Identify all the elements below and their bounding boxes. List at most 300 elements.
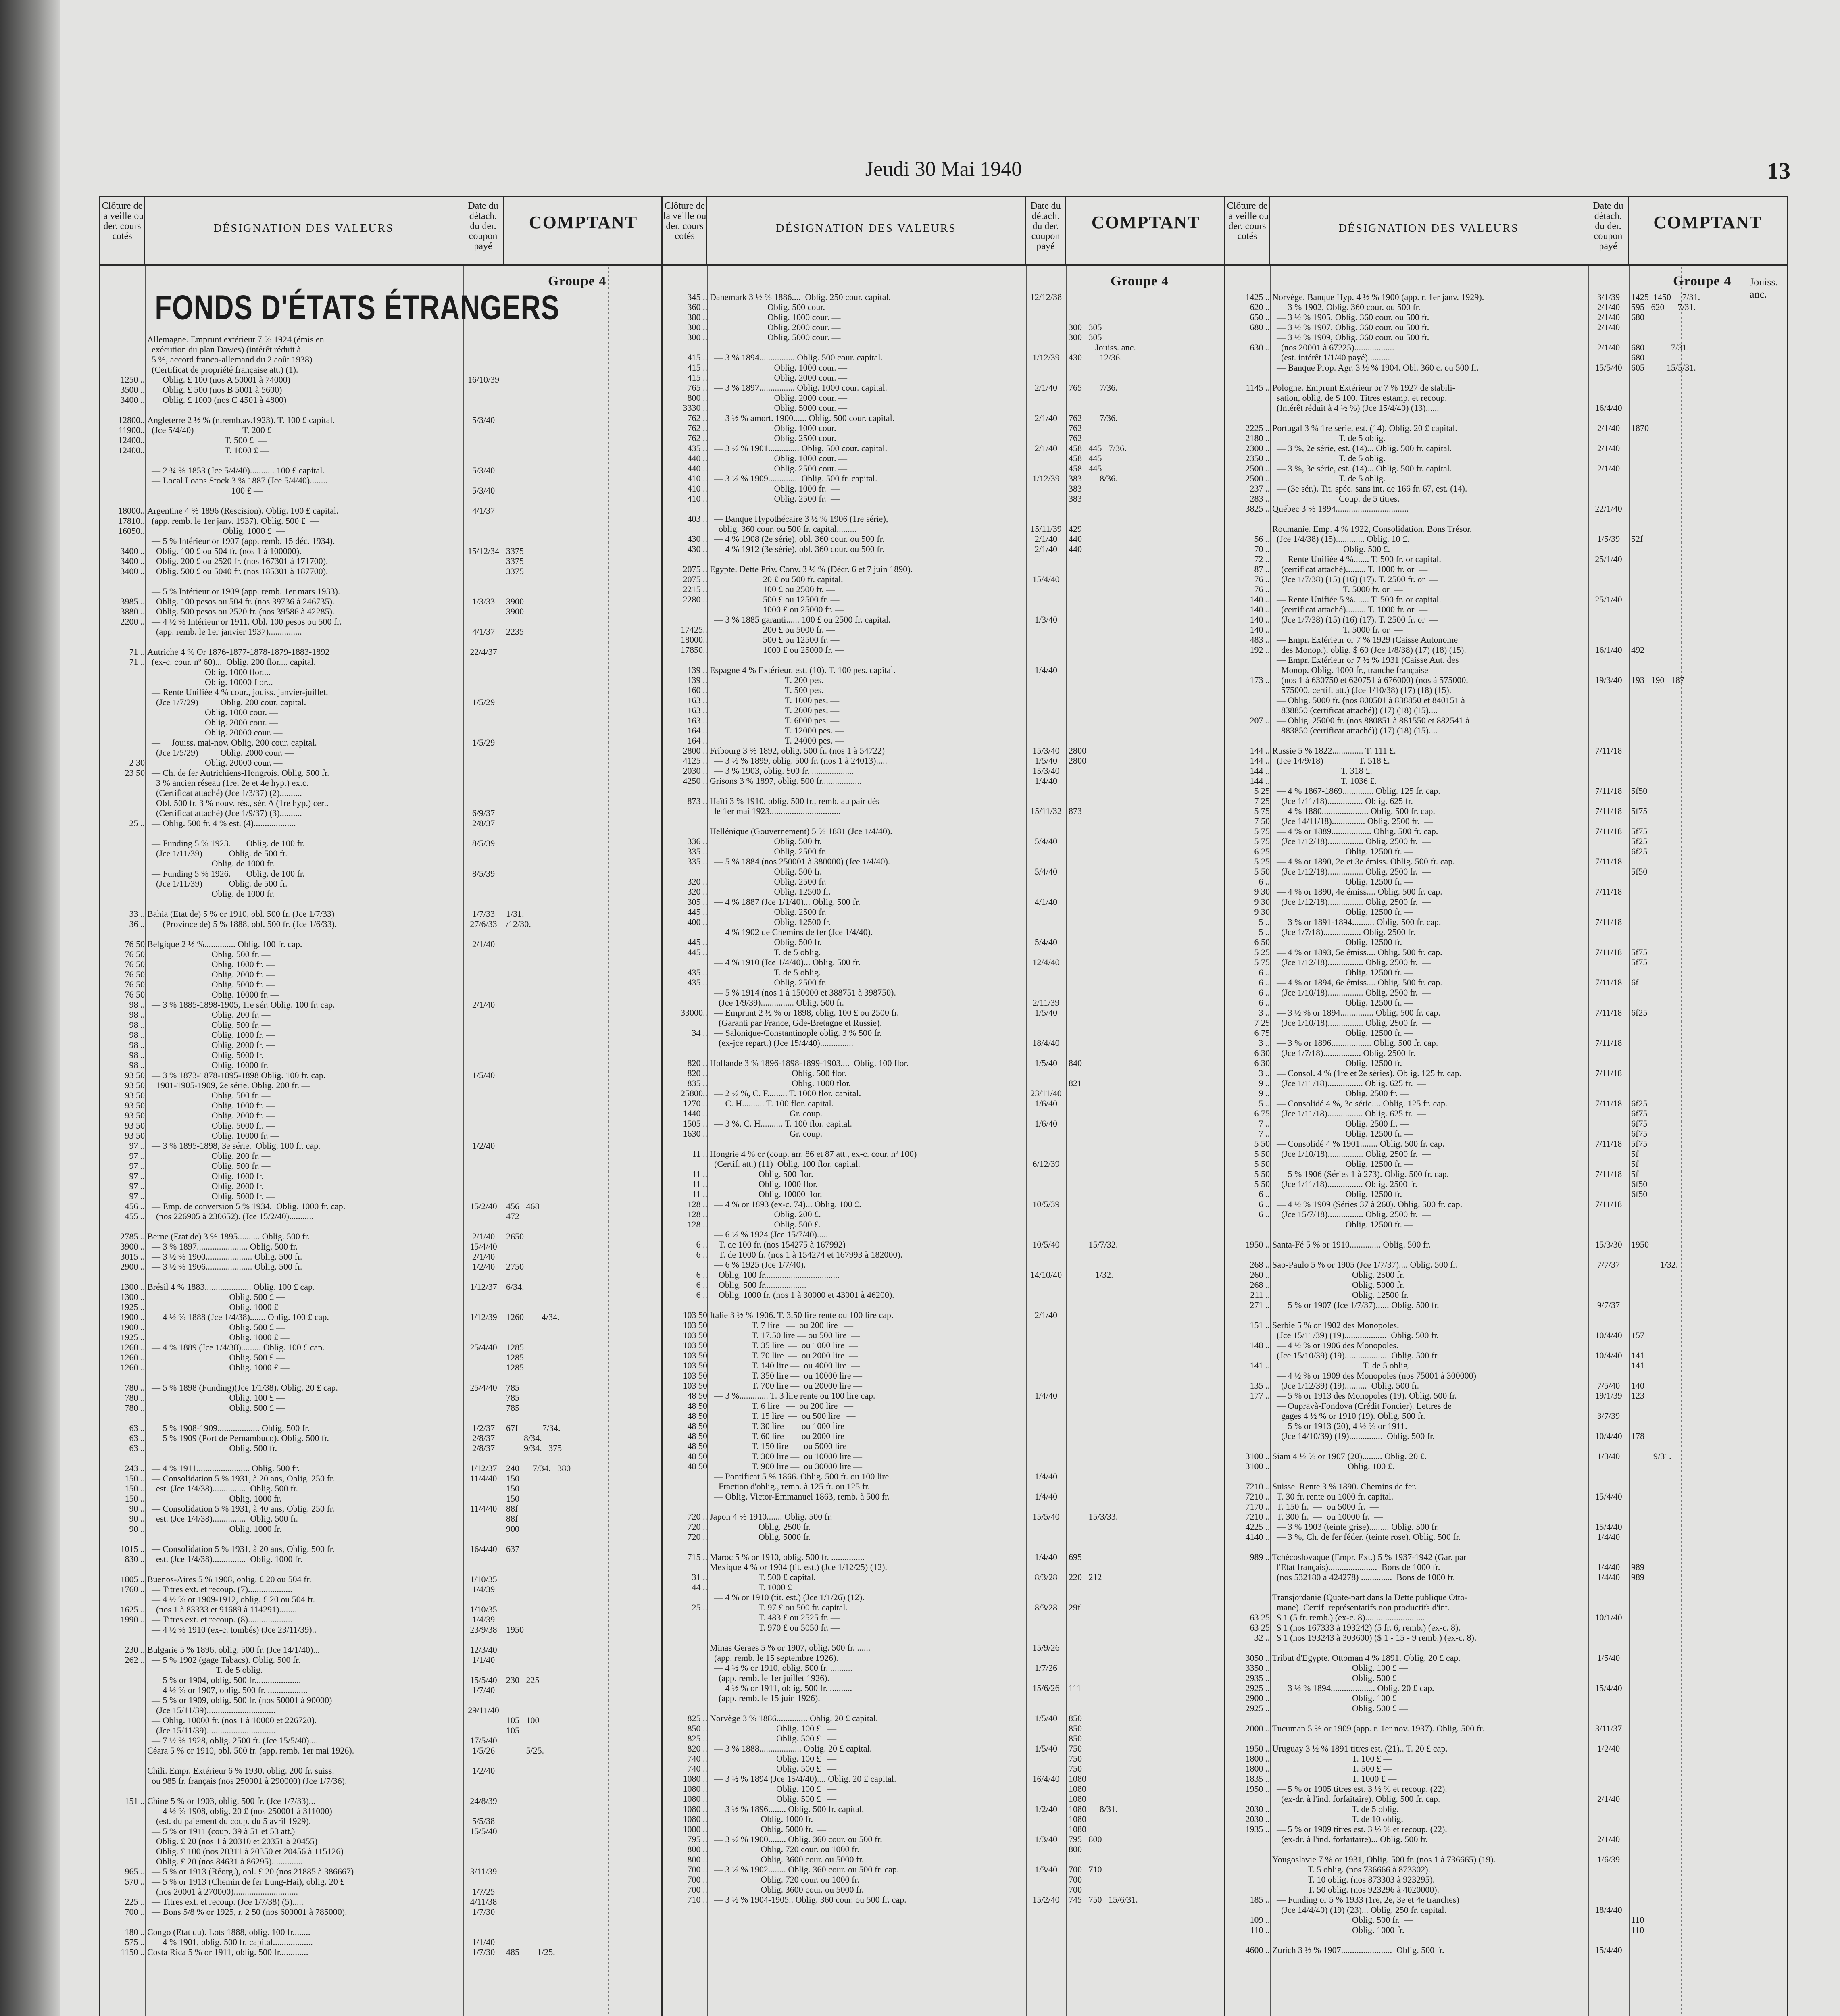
table-cell xyxy=(1631,1602,1786,1612)
table-cell xyxy=(463,848,504,858)
table-cell: (Jce 1/5/29) Oblig. 2000 cour. — xyxy=(147,748,294,758)
table-cell xyxy=(663,1693,707,1703)
table-cell xyxy=(1588,907,1629,917)
table-cell: — 4 % 1908 (2e série), obl. 360 cour. ou 500 fr. xyxy=(710,534,885,544)
table-cell xyxy=(463,1856,504,1866)
table-cell xyxy=(1026,1250,1066,1260)
table-cell xyxy=(506,1010,662,1020)
table-cell xyxy=(506,1856,662,1866)
table-cell: 445 .. xyxy=(687,947,707,957)
table-cell: 148 .. xyxy=(1250,1340,1270,1350)
table-cell: Uruguay 3 ½ % 1891 titres est. (21).. T. 20 £ cap. xyxy=(1272,1743,1448,1754)
table-cell: — 5 % or 1913 (Chemin de fer Lung-Hai), oblig. 20 £ xyxy=(147,1876,345,1887)
table-cell xyxy=(1026,1794,1066,1804)
table-cell xyxy=(1631,937,1786,947)
table-cell: 762 .. xyxy=(687,433,707,443)
table-cell: Oblig. 100 £. xyxy=(1272,1461,1395,1471)
table-cell xyxy=(100,1826,145,1836)
table-cell xyxy=(1588,1018,1629,1028)
table-cell: 6f75 xyxy=(1631,1129,1648,1139)
table-cell: Oblig. 2500 fr. — xyxy=(1272,1118,1409,1129)
table-cell xyxy=(1631,413,1786,423)
table-cell xyxy=(1069,1068,1225,1078)
table-cell xyxy=(506,1120,662,1131)
table-cell: Oblig. 200 £. xyxy=(710,1209,821,1219)
table-cell xyxy=(1026,1129,1066,1139)
table-cell xyxy=(1026,1592,1066,1602)
table-cell xyxy=(506,969,662,979)
table-cell: 6 25 xyxy=(1254,846,1270,856)
table-cell: 7210 .. xyxy=(1245,1491,1270,1502)
table-cell xyxy=(1588,1592,1629,1602)
table-cell: 989 .. xyxy=(1250,1552,1270,1562)
table-cell xyxy=(506,1876,662,1887)
table-cell xyxy=(663,1139,707,1149)
table-cell: 5 .. xyxy=(1259,927,1270,937)
table-cell: Siam 4 ½ % or 1907 (20)......... Oblig. 20 £. xyxy=(1272,1451,1427,1461)
table-cell xyxy=(463,748,504,758)
table-cell: 15/4/40 xyxy=(470,1241,497,1252)
table-cell: 680 .. xyxy=(1250,322,1270,332)
table-cell: 5 .. xyxy=(1259,917,1270,927)
table-cell: 835 .. xyxy=(687,1078,707,1088)
table-cell xyxy=(1588,1229,1629,1239)
table-cell: Chine 5 % or 1903, oblig. 500 fr. (Jce 1/7/33)... xyxy=(147,1796,316,1806)
table-cell xyxy=(663,1048,707,1058)
table-cell xyxy=(463,586,504,596)
table-cell xyxy=(100,1675,145,1685)
table-cell: 820 .. xyxy=(687,1743,707,1754)
table-cell xyxy=(663,826,707,836)
table-cell: Egypte. Dette Priv. Conv. 3 ½ % (Décr. 6 et 7 juin 1890). xyxy=(710,564,913,574)
table-cell xyxy=(710,342,1025,352)
table-cell xyxy=(663,1229,707,1239)
table-cell xyxy=(1026,453,1066,463)
table-cell: 2/1/40 xyxy=(1597,423,1620,433)
table-cell: 24/8/39 xyxy=(470,1796,497,1806)
table-cell xyxy=(1631,564,1786,574)
table-cell: 48 50 xyxy=(687,1441,707,1451)
table-cell xyxy=(463,1352,504,1362)
table-cell xyxy=(1588,685,1629,695)
table-cell: 25800.. xyxy=(681,1088,707,1098)
table-cell xyxy=(1026,1502,1066,1512)
table-section-2 xyxy=(663,197,1225,2016)
table-cell: (app. remb. le 1er janvier 1937)............... xyxy=(147,627,302,637)
table-cell: 7 .. xyxy=(1259,1129,1270,1139)
table-cell: 800 xyxy=(1069,1844,1082,1854)
table-cell: 67f 7/34. xyxy=(506,1423,561,1433)
table-cell: — 4 % or 1893, 5e émiss.... Oblig. 500 fr. cap. xyxy=(1272,947,1442,957)
rows-cpt xyxy=(1069,292,1225,1905)
table-cell xyxy=(1069,604,1225,614)
table-cell: — 5 % or 1913 (Réorg.), obl. £ 20 (nos 21885 à 386667) xyxy=(147,1866,354,1876)
table-cell: — 3 ½ % 1896........ Oblig. 500 fr. capital. xyxy=(710,1804,864,1814)
table-cell xyxy=(506,1584,662,1594)
table-cell: (Jce 15/11/39) (19)................... Oblig. 500 fr. xyxy=(1272,1330,1439,1340)
table-cell: Italie 3 ½ % 1906. T. 3,50 lire rente ou 100 lire cap. xyxy=(710,1310,894,1320)
table-cell: 44 .. xyxy=(692,1582,707,1592)
table-cell xyxy=(1026,504,1066,514)
table-cell: 15/5/40 xyxy=(1595,362,1622,373)
table-cell: 110 xyxy=(1631,1915,1644,1925)
table-cell: 15/5/40 xyxy=(470,1826,497,1836)
table-cell: (Garanti par France, Gde-Bretagne et Russie). xyxy=(710,1018,882,1028)
table-cell xyxy=(1026,1018,1066,1028)
table-cell xyxy=(1026,594,1066,604)
table-cell xyxy=(506,1372,662,1383)
table-cell: — Banque Hypothécaire 3 ½ % 1906 (1re série), xyxy=(710,514,888,524)
table-cell: 900 xyxy=(506,1524,519,1534)
table-cell: 3500 .. xyxy=(120,385,145,395)
table-cell xyxy=(463,1302,504,1312)
table-cell xyxy=(663,554,707,564)
table-cell: Oblig. 12500 fr. — xyxy=(1272,907,1413,917)
table-cell xyxy=(463,717,504,727)
table-cell xyxy=(463,1161,504,1171)
table-cell: 2/1/40 xyxy=(1034,413,1058,423)
table-cell: 16/10/39 xyxy=(467,375,500,385)
table-cell xyxy=(147,405,463,415)
table-cell xyxy=(506,334,662,344)
table-cell: 762 xyxy=(1069,433,1082,443)
table-cell: 2500 .. xyxy=(1245,463,1270,473)
table-cell xyxy=(1588,373,1629,383)
column-header-designation: DÉSIGNATION DES VALEURS xyxy=(707,197,1026,264)
jouiss-label: Jouiss. anc. xyxy=(1750,276,1778,300)
table-cell: 2200 .. xyxy=(120,616,145,627)
table-cell xyxy=(1069,1854,1225,1864)
table-cell: 1900 .. xyxy=(120,1312,145,1322)
table-cell: 5f25 xyxy=(1631,836,1648,846)
table-cell xyxy=(1631,1824,1786,1834)
table-cell xyxy=(1588,514,1629,524)
table-cell: (Jce 1/7/18)................. Oblig. 2500 fr. — xyxy=(1272,1048,1429,1058)
table-cell: 336 .. xyxy=(687,836,707,846)
table-cell xyxy=(1588,1874,1629,1885)
table-cell: T. 1000 £ — xyxy=(147,445,269,455)
table-cell: — Consolidé 4 % 1901........ Oblig. 500 fr. cap. xyxy=(1272,1139,1445,1149)
table-cell: 440 .. xyxy=(687,453,707,463)
table-cell xyxy=(1069,514,1225,524)
table-cell: 5/4/40 xyxy=(1034,836,1058,846)
table-cell xyxy=(663,1542,707,1552)
table-cell xyxy=(1069,1391,1225,1401)
table-cell: 5 50 xyxy=(1254,1159,1270,1169)
table-cell: T. 97 £ ou 500 fr. capital. xyxy=(710,1602,848,1612)
table-cell: 403 .. xyxy=(687,514,707,524)
table-cell: 500 £ ou 12500 fr. — xyxy=(710,594,840,604)
table-cell: T. 500 pes. — xyxy=(710,685,837,695)
table-cell: — 5 % 1902 (gage Tabacs). Oblig. 500 fr. xyxy=(147,1655,300,1665)
table-cell: 144 .. xyxy=(1250,756,1270,766)
table-cell xyxy=(1069,393,1225,403)
table-cell: 989 xyxy=(1631,1572,1644,1582)
table-cell xyxy=(1588,776,1629,786)
table-cell: 10/4/40 xyxy=(1595,1330,1622,1340)
table-cell: (Jce 15/10/39) (19)................... Oblig. 500 fr. xyxy=(1272,1350,1439,1360)
table-cell xyxy=(1588,1028,1629,1038)
table-cell xyxy=(147,1272,463,1282)
table-cell xyxy=(100,1917,145,1927)
table-cell: — 3 ½ % 1909, Oblig. 360 cour. ou 500 fr. xyxy=(1272,332,1429,342)
table-cell xyxy=(1026,695,1066,705)
table-cell xyxy=(1069,846,1225,856)
table-cell xyxy=(1225,1219,1270,1229)
table-cell xyxy=(463,1080,504,1090)
table-cell xyxy=(1631,1250,1786,1260)
table-cell xyxy=(1588,725,1629,735)
table-cell xyxy=(1631,1794,1786,1804)
table-cell: 1300 .. xyxy=(120,1282,145,1292)
table-cell xyxy=(663,524,707,534)
table-cell xyxy=(1631,665,1786,675)
table-cell xyxy=(463,989,504,1000)
table-cell xyxy=(506,737,662,748)
column-header-cloture: Clôture de la veille ou der. cours cotés xyxy=(663,197,707,264)
table-cell xyxy=(1069,1471,1225,1481)
table-cell xyxy=(147,1786,463,1796)
table-cell: 12800.. xyxy=(118,415,145,425)
table-cell: 63 .. xyxy=(129,1443,145,1453)
table-cell: 11 .. xyxy=(692,1149,707,1159)
table-cell: (Intérêt réduit à 4 ½ %) (Jce 15/4/40) (13)...... xyxy=(1272,403,1439,413)
table-cell: 268 .. xyxy=(1250,1280,1270,1290)
table-cell xyxy=(1588,1270,1629,1280)
table-cell: — 4 % 1880..................... Oblig. 500 fr. cap. xyxy=(1272,806,1435,816)
table-cell: 458 445 7/36. xyxy=(1069,443,1127,453)
table-cell: 3100 .. xyxy=(1245,1451,1270,1461)
table-cell: 2650 xyxy=(506,1231,524,1241)
table-cell: 11 .. xyxy=(692,1169,707,1179)
table-cell: 268 .. xyxy=(1250,1260,1270,1270)
table-cell: — 4 % 1901, oblig. 500 fr. capital.................. xyxy=(147,1937,313,1947)
table-cell xyxy=(100,334,145,344)
table-cell xyxy=(1272,1844,1588,1854)
table-cell: 237 .. xyxy=(1250,483,1270,494)
table-cell: 7/11/18 xyxy=(1595,826,1622,836)
table-cell: — (Province de) 5 % 1888, obl. 500 fr. (Jce 1/6/33). xyxy=(147,919,337,929)
table-cell xyxy=(506,868,662,879)
table-cell: 15/3/33. xyxy=(1069,1512,1118,1522)
table-cell: T. 700 lire — ou 20000 lire — xyxy=(710,1381,863,1391)
table-cell: 710 .. xyxy=(687,1895,707,1905)
table-cell xyxy=(463,1524,504,1534)
table-cell xyxy=(1069,1622,1225,1633)
table-cell xyxy=(506,455,662,465)
table-cell xyxy=(506,647,662,657)
table-cell xyxy=(1588,1784,1629,1794)
table-cell: — Oupravà-Fondova (Crédit Foncier). Lettres de xyxy=(1272,1401,1452,1411)
table-cell: 76 50 xyxy=(125,979,145,989)
table-cell xyxy=(1026,1461,1066,1471)
table-cell xyxy=(1069,705,1225,715)
table-cell xyxy=(1225,524,1270,534)
table-cell: T. 6 lire — ou 200 lire — xyxy=(710,1401,854,1411)
table-cell xyxy=(1631,877,1786,887)
table-cell: — 5 % 1909 (Port de Pernambuco). Oblig. 500 fr. xyxy=(147,1433,329,1443)
table-cell: 225 .. xyxy=(125,1897,145,1907)
table-cell: 151 .. xyxy=(1250,1320,1270,1330)
table-cell: 1080 xyxy=(1069,1784,1086,1794)
table-cell: Tribut d'Egypte. Ottoman 4 % 1891. Oblig. 20 £ cap. xyxy=(1272,1653,1461,1663)
table-cell: Argentine 4 % 1896 (Rescision). Oblig. 100 £ capital. xyxy=(147,506,339,516)
table-cell xyxy=(1588,796,1629,806)
table-cell xyxy=(1026,856,1066,866)
table-cell: 3350 .. xyxy=(1245,1663,1270,1673)
table-cell xyxy=(1225,1713,1270,1723)
table-cell: 680 7/31. xyxy=(1631,342,1689,352)
table-cell: — 4 % 1867-1869.............. Oblig. 125 fr. cap. xyxy=(1272,786,1440,796)
table-cell xyxy=(1069,1159,1225,1169)
table-cell xyxy=(463,758,504,768)
table-cell xyxy=(1225,665,1270,675)
table-cell: 6f75 xyxy=(1631,1108,1648,1118)
table-cell xyxy=(506,516,662,526)
table-cell: 9 30 xyxy=(1254,907,1270,917)
table-cell xyxy=(100,405,145,415)
table-cell: 18000.. xyxy=(681,635,707,645)
table-cell xyxy=(1225,373,1270,383)
table-cell xyxy=(1225,1854,1270,1864)
table-cell: Tucuman 5 % or 1909 (app. r. 1er nov. 1937). Oblig. 500 fr. xyxy=(1272,1723,1484,1733)
table-cell: 16/4/40 xyxy=(1595,403,1622,413)
table-cell xyxy=(1588,1461,1629,1471)
table-cell xyxy=(1069,1542,1225,1552)
table-cell xyxy=(463,1453,504,1463)
table-cell: 150 .. xyxy=(125,1493,145,1504)
table-cell: 762 .. xyxy=(687,413,707,423)
table-cell xyxy=(463,828,504,838)
table-cell xyxy=(463,637,504,647)
table-cell: 32 .. xyxy=(1254,1633,1270,1643)
table-cell: 1/6/40 xyxy=(1034,1098,1058,1108)
table-cell: — Oblig. 25000 fr. (nos 880851 à 881550 et 882541 à xyxy=(1272,715,1469,725)
table-cell: 335 .. xyxy=(687,846,707,856)
table-cell xyxy=(663,614,707,625)
table-cell xyxy=(506,1060,662,1070)
table-cell xyxy=(100,485,145,496)
table-cell xyxy=(506,425,662,435)
table-cell: Hellénique (Gouvernement) 5 % 1881 (Jce 1/4/40). xyxy=(710,826,892,836)
table-cell: 3 .. xyxy=(1259,1008,1270,1018)
table-cell: 25/1/40 xyxy=(1595,554,1622,564)
table-cell xyxy=(506,818,662,828)
book-gutter xyxy=(0,0,60,2016)
table-cell: le 1er mai 1923................................ xyxy=(710,806,841,816)
table-cell: T. 500 £ capital. xyxy=(710,1572,816,1582)
table-cell xyxy=(1631,614,1786,625)
table-cell xyxy=(1588,1401,1629,1411)
table-cell xyxy=(663,504,707,514)
table-cell: 680 xyxy=(1631,312,1644,322)
table-cell: (Jce 1/12/18)................ Oblig. 2500 fr. — xyxy=(1272,836,1431,846)
table-cell: 211 .. xyxy=(1250,1290,1270,1300)
table-cell: — (3e sér.). Tit. spéc. sans int. de 166 fr. 67, est. (14). xyxy=(1272,483,1467,494)
table-cell xyxy=(1069,1320,1225,1330)
table-cell xyxy=(1069,1612,1225,1622)
table-cell: 430 .. xyxy=(687,534,707,544)
table-cell xyxy=(506,1534,662,1544)
table-cell xyxy=(1588,1804,1629,1814)
table-cell xyxy=(1069,403,1225,413)
table-cell xyxy=(1069,998,1225,1008)
table-cell xyxy=(1225,1844,1270,1854)
table-cell xyxy=(1026,967,1066,977)
table-cell: 173 .. xyxy=(1250,675,1270,685)
table-cell: 1950 .. xyxy=(1245,1239,1270,1250)
table-cell: — 5 % 1914 (nos 1 à 150000 et 388751 à 398750). xyxy=(710,987,896,998)
table-cell xyxy=(1588,1481,1629,1491)
table-cell: 1/12/39 xyxy=(470,1312,497,1322)
table-cell xyxy=(506,1050,662,1060)
table-cell xyxy=(100,475,145,485)
table-cell xyxy=(100,1786,145,1796)
table-cell xyxy=(1225,332,1270,342)
table-cell xyxy=(1069,594,1225,604)
table-cell: 25/4/40 xyxy=(470,1383,497,1393)
table-cell xyxy=(1631,1703,1786,1713)
table-cell xyxy=(1225,1885,1270,1895)
table-cell: — Emprunt 2 ½ % or 1898, oblig. 100 £ ou 2500 fr. xyxy=(710,1008,899,1018)
table-cell: 1150 .. xyxy=(121,1947,145,1957)
table-cell: 2500 .. xyxy=(1245,473,1270,483)
table-cell xyxy=(1588,1582,1629,1592)
table-cell xyxy=(506,485,662,496)
table-cell xyxy=(1631,1582,1786,1592)
table-cell: 5f xyxy=(1631,1149,1639,1159)
table-cell xyxy=(506,1070,662,1080)
table-cell: Angleterre 2 ½ % (n.remb.av.1923). T. 100 £ capital. xyxy=(147,415,335,425)
table-cell xyxy=(1588,453,1629,463)
table-cell: 715 .. xyxy=(687,1552,707,1562)
table-cell: T. de 5 oblig. xyxy=(710,967,821,977)
table-cell xyxy=(1026,1260,1066,1270)
table-cell xyxy=(663,655,707,665)
table-cell xyxy=(1069,1260,1225,1270)
table-cell xyxy=(506,1020,662,1030)
column-header xyxy=(663,197,1224,266)
table-cell: (Jce 15/7/18)................ Oblig. 2500 fr. — xyxy=(1272,1209,1431,1219)
table-cell: — 3 ½ % 1907, Oblig. 360 cour. ou 500 fr. xyxy=(1272,322,1429,332)
table-cell: 1505 .. xyxy=(683,1118,707,1129)
table-cell: — 5 % 1908-1909................... Oblig. 500 fr. xyxy=(147,1423,310,1433)
table-cell: 16050.. xyxy=(118,526,145,536)
table-cell: Oblig. 10000 fr. — xyxy=(147,1131,279,1141)
table-cell xyxy=(506,1604,662,1614)
table-cell xyxy=(1069,625,1225,635)
table-cell xyxy=(1069,1562,1225,1572)
table-cell xyxy=(100,1756,145,1766)
table-cell: 455 .. xyxy=(125,1211,145,1221)
table-cell xyxy=(1631,987,1786,998)
table-cell: — 4 ½ % or 1906 des Monopoles. xyxy=(1272,1340,1399,1350)
rows-cpt xyxy=(506,334,662,1957)
table-cell: 795 .. xyxy=(687,1834,707,1844)
table-cell xyxy=(1069,1693,1225,1703)
table-cell xyxy=(1631,594,1786,604)
table-cell xyxy=(1069,1229,1225,1239)
table-cell xyxy=(463,1927,504,1937)
table-cell: Oblig. 1000 cour. — xyxy=(710,312,841,322)
table-cell: — 3 %, 3e série, est. (14)... Oblig. 500 fr. capital. xyxy=(1272,463,1452,473)
table-cell xyxy=(506,1705,662,1715)
table-cell xyxy=(1588,494,1629,504)
table-cell xyxy=(506,1161,662,1171)
table-cell xyxy=(506,405,662,415)
table-cell xyxy=(1026,796,1066,806)
table-cell: 5 75 xyxy=(1254,806,1270,816)
